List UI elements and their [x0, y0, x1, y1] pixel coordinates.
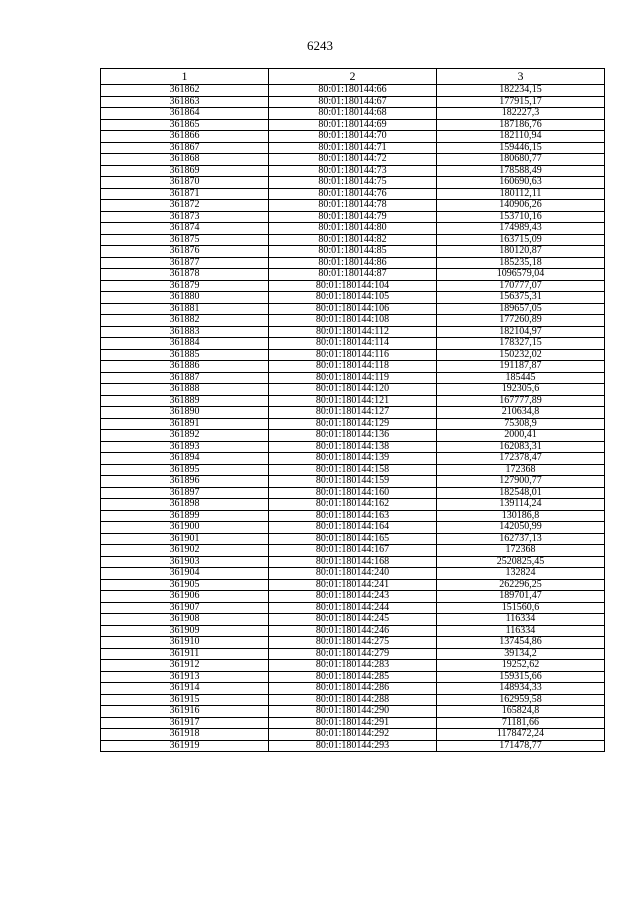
row-number-cell: 361864	[101, 108, 269, 120]
cadastral-number-cell: 80:01:180144:138	[269, 441, 437, 453]
table-row	[101, 602, 605, 614]
value-cell: 160690,63	[437, 177, 605, 189]
table-row	[101, 407, 605, 419]
row-number-cell: 361903	[101, 556, 269, 568]
row-number-cell: 361878	[101, 269, 269, 281]
value-cell: 210634,8	[437, 407, 605, 419]
value-cell: 165824,8	[437, 706, 605, 718]
value-cell: 151560,6	[437, 602, 605, 614]
row-number-cell: 361897	[101, 487, 269, 499]
value-cell: 156375,31	[437, 292, 605, 304]
value-cell: 2000,41	[437, 430, 605, 442]
row-number-cell: 361899	[101, 510, 269, 522]
cadastral-number-cell: 80:01:180144:279	[269, 648, 437, 660]
table-row	[101, 223, 605, 235]
cadastral-number-cell: 80:01:180144:159	[269, 476, 437, 488]
value-cell: 174989,43	[437, 223, 605, 235]
cadastral-number-cell: 80:01:180144:244	[269, 602, 437, 614]
cadastral-number-cell: 80:01:180144:119	[269, 372, 437, 384]
table-row	[101, 556, 605, 568]
table-row	[101, 418, 605, 430]
cadastral-number-cell: 80:01:180144:104	[269, 280, 437, 292]
table-row	[101, 349, 605, 361]
table-row	[101, 257, 605, 269]
value-cell: 116334	[437, 614, 605, 626]
table-row	[101, 522, 605, 534]
row-number-cell: 361908	[101, 614, 269, 626]
value-cell: 159446,15	[437, 142, 605, 154]
row-number-cell: 361894	[101, 453, 269, 465]
table-row	[101, 568, 605, 580]
cadastral-number-cell: 80:01:180144:129	[269, 418, 437, 430]
row-number-cell: 361871	[101, 188, 269, 200]
row-number-cell: 361909	[101, 625, 269, 637]
table-row	[101, 671, 605, 683]
cadastral-number-cell: 80:01:180144:73	[269, 165, 437, 177]
table-row	[101, 280, 605, 292]
value-cell: 191187,87	[437, 361, 605, 373]
row-number-cell: 361888	[101, 384, 269, 396]
value-cell: 137454,86	[437, 637, 605, 649]
table-row	[101, 269, 605, 281]
value-cell: 172378,47	[437, 453, 605, 465]
row-number-cell: 361906	[101, 591, 269, 603]
table-row	[101, 96, 605, 108]
table-row	[101, 165, 605, 177]
cadastral-number-cell: 80:01:180144:127	[269, 407, 437, 419]
row-number-cell: 361880	[101, 292, 269, 304]
table-row	[101, 292, 605, 304]
table-row	[101, 706, 605, 718]
table-row	[101, 637, 605, 649]
table-row	[101, 453, 605, 465]
table-header-row	[101, 69, 605, 85]
table-row	[101, 395, 605, 407]
cadastral-number-cell: 80:01:180144:290	[269, 706, 437, 718]
row-number-cell: 361918	[101, 729, 269, 741]
table-row	[101, 648, 605, 660]
table-row	[101, 142, 605, 154]
row-number-cell: 361919	[101, 740, 269, 752]
table-row	[101, 177, 605, 189]
value-cell: 139114,24	[437, 499, 605, 511]
cadastral-number-cell: 80:01:180144:160	[269, 487, 437, 499]
cadastral-number-cell: 80:01:180144:75	[269, 177, 437, 189]
value-cell: 177260,89	[437, 315, 605, 327]
row-number-cell: 361882	[101, 315, 269, 327]
table-row	[101, 683, 605, 695]
row-number-cell: 361916	[101, 706, 269, 718]
cadastral-number-cell: 80:01:180144:116	[269, 349, 437, 361]
value-cell: 187186,76	[437, 119, 605, 131]
cadastral-number-cell: 80:01:180144:86	[269, 257, 437, 269]
value-cell: 182227,3	[437, 108, 605, 120]
value-cell: 150232,02	[437, 349, 605, 361]
cadastral-number-cell: 80:01:180144:80	[269, 223, 437, 235]
cadastral-number-cell: 80:01:180144:163	[269, 510, 437, 522]
value-cell: 180120,87	[437, 246, 605, 258]
value-cell: 262296,25	[437, 579, 605, 591]
value-cell: 182104,97	[437, 326, 605, 338]
row-number-cell: 361881	[101, 303, 269, 315]
cadastral-number-cell: 80:01:180144:168	[269, 556, 437, 568]
row-number-cell: 361911	[101, 648, 269, 660]
table-row	[101, 729, 605, 741]
row-number-cell: 361910	[101, 637, 269, 649]
value-cell: 177915,17	[437, 96, 605, 108]
cadastral-number-cell: 80:01:180144:241	[269, 579, 437, 591]
cadastral-number-cell: 80:01:180144:167	[269, 545, 437, 557]
value-cell: 178327,15	[437, 338, 605, 350]
cadastral-number-cell: 80:01:180144:139	[269, 453, 437, 465]
value-cell: 192305,6	[437, 384, 605, 396]
row-number-cell: 361867	[101, 142, 269, 154]
value-cell: 39134,2	[437, 648, 605, 660]
cadastral-number-cell: 80:01:180144:66	[269, 85, 437, 97]
value-cell: 182110,94	[437, 131, 605, 143]
cadastral-number-cell: 80:01:180144:67	[269, 96, 437, 108]
value-cell: 178588,49	[437, 165, 605, 177]
table-row	[101, 108, 605, 120]
value-cell: 162083,31	[437, 441, 605, 453]
table-row	[101, 303, 605, 315]
table-row	[101, 740, 605, 752]
row-number-cell: 361879	[101, 280, 269, 292]
value-cell: 170777,07	[437, 280, 605, 292]
cadastral-number-cell: 80:01:180144:108	[269, 315, 437, 327]
row-number-cell: 361869	[101, 165, 269, 177]
cadastral-number-cell: 80:01:180144:79	[269, 211, 437, 223]
row-number-cell: 361887	[101, 372, 269, 384]
cadastral-number-cell: 80:01:180144:78	[269, 200, 437, 212]
row-number-cell: 361875	[101, 234, 269, 246]
table-row	[101, 499, 605, 511]
table-row	[101, 315, 605, 327]
table-row	[101, 154, 605, 166]
row-number-cell: 361901	[101, 533, 269, 545]
row-number-cell: 361895	[101, 464, 269, 476]
row-number-cell: 361872	[101, 200, 269, 212]
cadastral-number-cell: 80:01:180144:70	[269, 131, 437, 143]
row-number-cell: 361913	[101, 671, 269, 683]
value-cell: 172368	[437, 464, 605, 476]
cadastral-number-cell: 80:01:180144:120	[269, 384, 437, 396]
row-number-cell: 361904	[101, 568, 269, 580]
row-number-cell: 361883	[101, 326, 269, 338]
value-cell: 189657,05	[437, 303, 605, 315]
table-row	[101, 372, 605, 384]
row-number-cell: 361893	[101, 441, 269, 453]
row-number-cell: 361889	[101, 395, 269, 407]
row-number-cell: 361891	[101, 418, 269, 430]
value-cell: 116334	[437, 625, 605, 637]
cadastral-number-cell: 80:01:180144:82	[269, 234, 437, 246]
column-header: 2	[269, 69, 437, 85]
cadastral-number-cell: 80:01:180144:72	[269, 154, 437, 166]
table-row	[101, 717, 605, 729]
row-number-cell: 361877	[101, 257, 269, 269]
row-number-cell: 361905	[101, 579, 269, 591]
row-number-cell: 361865	[101, 119, 269, 131]
table-row	[101, 131, 605, 143]
row-number-cell: 361876	[101, 246, 269, 258]
cadastral-number-cell: 80:01:180144:105	[269, 292, 437, 304]
value-cell: 71181,66	[437, 717, 605, 729]
row-number-cell: 361885	[101, 349, 269, 361]
value-cell: 127900,77	[437, 476, 605, 488]
page-number: 6243	[307, 38, 333, 53]
value-cell: 1096579,04	[437, 269, 605, 281]
table-row	[101, 200, 605, 212]
row-number-cell: 361862	[101, 85, 269, 97]
table-row	[101, 533, 605, 545]
table-row	[101, 614, 605, 626]
value-cell: 159315,66	[437, 671, 605, 683]
data-table	[100, 68, 605, 752]
table-body	[101, 85, 605, 752]
table-row	[101, 234, 605, 246]
table-row	[101, 441, 605, 453]
cadastral-number-cell: 80:01:180144:283	[269, 660, 437, 672]
table-row	[101, 510, 605, 522]
table-row	[101, 119, 605, 131]
cadastral-number-cell: 80:01:180144:87	[269, 269, 437, 281]
table-row	[101, 625, 605, 637]
cadastral-number-cell: 80:01:180144:243	[269, 591, 437, 603]
value-cell: 142050,99	[437, 522, 605, 534]
cadastral-number-cell: 80:01:180144:114	[269, 338, 437, 350]
table-row	[101, 211, 605, 223]
value-cell: 171478,77	[437, 740, 605, 752]
table-row	[101, 246, 605, 258]
value-cell: 163715,09	[437, 234, 605, 246]
cadastral-number-cell: 80:01:180144:68	[269, 108, 437, 120]
cadastral-number-cell: 80:01:180144:275	[269, 637, 437, 649]
table-row	[101, 545, 605, 557]
value-cell: 130186,8	[437, 510, 605, 522]
column-header: 3	[437, 69, 605, 85]
value-cell: 189701,47	[437, 591, 605, 603]
row-number-cell: 361874	[101, 223, 269, 235]
value-cell: 148934,33	[437, 683, 605, 695]
table-row	[101, 188, 605, 200]
table-row	[101, 579, 605, 591]
cadastral-number-cell: 80:01:180144:292	[269, 729, 437, 741]
cadastral-number-cell: 80:01:180144:240	[269, 568, 437, 580]
cadastral-number-cell: 80:01:180144:118	[269, 361, 437, 373]
table-row	[101, 85, 605, 97]
value-cell: 132824	[437, 568, 605, 580]
row-number-cell: 361886	[101, 361, 269, 373]
table-row	[101, 660, 605, 672]
row-number-cell: 361915	[101, 694, 269, 706]
row-number-cell: 361902	[101, 545, 269, 557]
value-cell: 140906,26	[437, 200, 605, 212]
row-number-cell: 361866	[101, 131, 269, 143]
value-cell: 153710,16	[437, 211, 605, 223]
row-number-cell: 361868	[101, 154, 269, 166]
value-cell: 182234,15	[437, 85, 605, 97]
row-number-cell: 361907	[101, 602, 269, 614]
cadastral-number-cell: 80:01:180144:285	[269, 671, 437, 683]
row-number-cell: 361912	[101, 660, 269, 672]
cadastral-number-cell: 80:01:180144:136	[269, 430, 437, 442]
row-number-cell: 361900	[101, 522, 269, 534]
cadastral-number-cell: 80:01:180144:165	[269, 533, 437, 545]
value-cell: 172368	[437, 545, 605, 557]
cadastral-number-cell: 80:01:180144:293	[269, 740, 437, 752]
column-header: 1	[101, 69, 269, 85]
cadastral-number-cell: 80:01:180144:112	[269, 326, 437, 338]
row-number-cell: 361896	[101, 476, 269, 488]
table-row	[101, 694, 605, 706]
table-row	[101, 361, 605, 373]
row-number-cell: 361870	[101, 177, 269, 189]
value-cell: 75308,9	[437, 418, 605, 430]
table-row	[101, 591, 605, 603]
cadastral-number-cell: 80:01:180144:71	[269, 142, 437, 154]
value-cell: 2520825,45	[437, 556, 605, 568]
table-row	[101, 384, 605, 396]
table-row	[101, 476, 605, 488]
cadastral-number-cell: 80:01:180144:121	[269, 395, 437, 407]
cadastral-number-cell: 80:01:180144:245	[269, 614, 437, 626]
table-row	[101, 338, 605, 350]
value-cell: 19252,62	[437, 660, 605, 672]
value-cell: 1178472,24	[437, 729, 605, 741]
row-number-cell: 361898	[101, 499, 269, 511]
row-number-cell: 361892	[101, 430, 269, 442]
cadastral-number-cell: 80:01:180144:85	[269, 246, 437, 258]
table-row	[101, 326, 605, 338]
value-cell: 167777,89	[437, 395, 605, 407]
cadastral-number-cell: 80:01:180144:286	[269, 683, 437, 695]
value-cell: 162737,13	[437, 533, 605, 545]
cadastral-number-cell: 80:01:180144:158	[269, 464, 437, 476]
row-number-cell: 361917	[101, 717, 269, 729]
value-cell: 182548,01	[437, 487, 605, 499]
row-number-cell: 361884	[101, 338, 269, 350]
cadastral-number-cell: 80:01:180144:69	[269, 119, 437, 131]
cadastral-number-cell: 80:01:180144:76	[269, 188, 437, 200]
cadastral-number-cell: 80:01:180144:162	[269, 499, 437, 511]
value-cell: 180112,11	[437, 188, 605, 200]
value-cell: 185235,18	[437, 257, 605, 269]
table-row	[101, 487, 605, 499]
table-row	[101, 464, 605, 476]
table-row	[101, 430, 605, 442]
value-cell: 162959,58	[437, 694, 605, 706]
cadastral-number-cell: 80:01:180144:106	[269, 303, 437, 315]
value-cell: 185445	[437, 372, 605, 384]
value-cell: 180680,77	[437, 154, 605, 166]
cadastral-number-cell: 80:01:180144:291	[269, 717, 437, 729]
row-number-cell: 361863	[101, 96, 269, 108]
cadastral-number-cell: 80:01:180144:246	[269, 625, 437, 637]
cadastral-number-cell: 80:01:180144:164	[269, 522, 437, 534]
row-number-cell: 361914	[101, 683, 269, 695]
row-number-cell: 361890	[101, 407, 269, 419]
cadastral-number-cell: 80:01:180144:288	[269, 694, 437, 706]
row-number-cell: 361873	[101, 211, 269, 223]
